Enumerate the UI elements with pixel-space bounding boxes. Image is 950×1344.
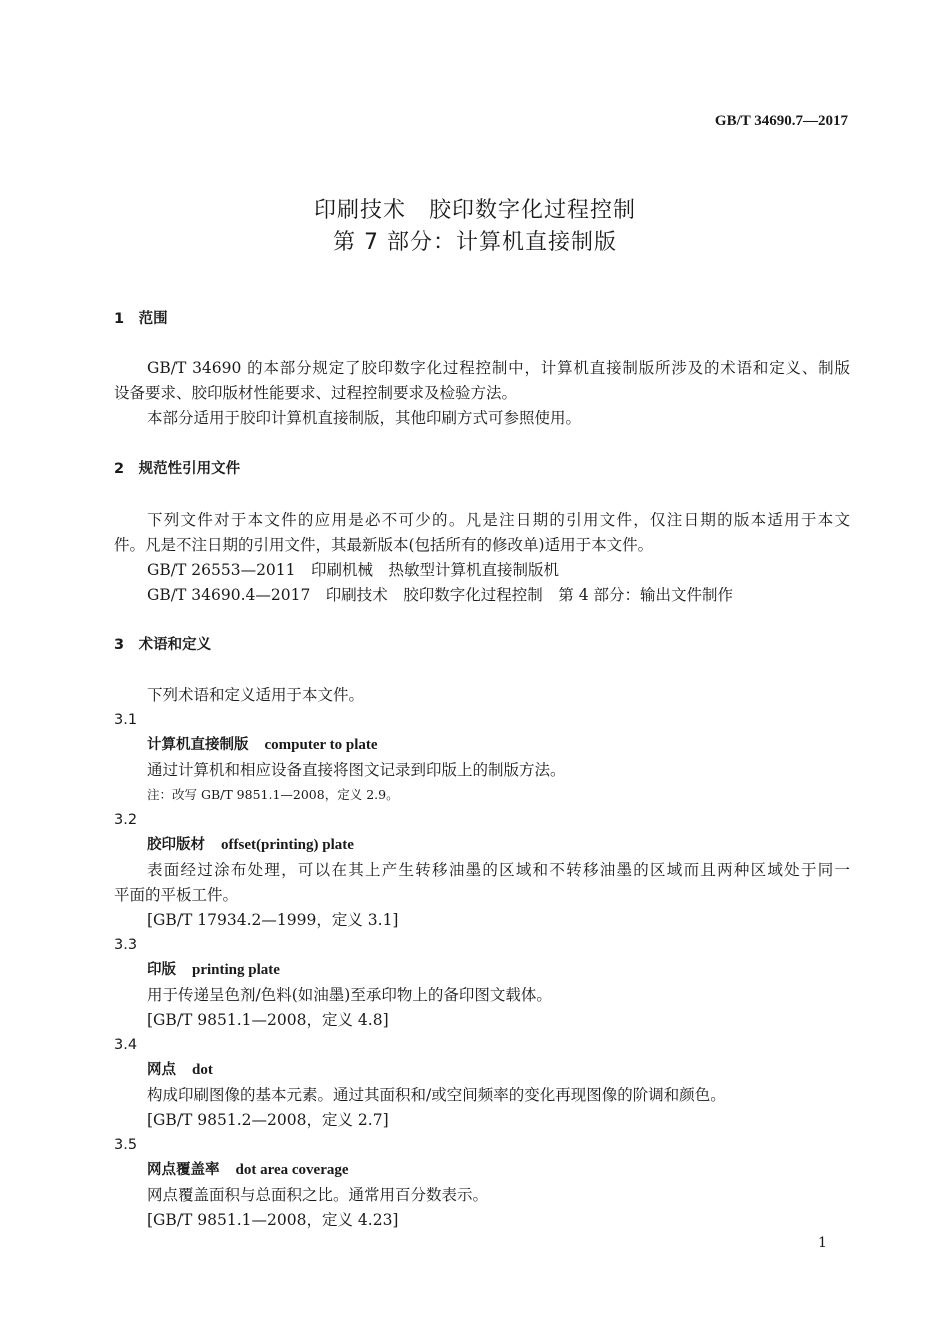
paragraph-line: 下列术语和定义适用于本文件。 [147,686,365,704]
paragraph-line: GB/T 34690 的本部分规定了胶印数字化过程控制中，计算机直接制版所涉及的术语和定义、制版 [147,359,850,377]
term-number: 3.4 [114,1037,138,1053]
term-en: offset(printing) plate [221,837,354,853]
paragraph-line: 设备要求、胶印版材性能要求、过程控制要求及检验方法。 [114,384,518,402]
term-source: [GB/T 9851.1—2008，定义 4.8] [147,1011,389,1029]
term-zh: 印版 [147,962,176,978]
term-title [147,1059,213,1081]
title-line-1: 印刷技术 胶印数字化过程控制 [313,198,636,223]
paragraph-line: 下列文件对于本文件的应用是必不可少的。凡是注日期的引用文件，仅注日期的版本适用于本文 [147,511,850,529]
term-source: [GB/T 9851.1—2008，定义 4.23] [147,1211,399,1229]
term-definition: 表面经过涂布处理，可以在其上产生转移油墨的区域和不转移油墨的区域而且两种区域处于同一 [147,861,850,879]
reference-item: GB/T 26553—2011 印刷机械 热敏型计算机直接制版机 [147,561,560,579]
term-definition: 通过计算机和相应设备直接将图文记录到印版上的制版方法。 [147,761,566,779]
term-en: dot [192,1062,213,1078]
term-definition: 平面的平板工件。 [114,886,239,904]
term-note: 注：改写 GB/T 9851.1—2008，定义 2.9。 [147,787,399,802]
term-en: computer to plate [264,737,378,753]
term-zh: 计算机直接制版 [147,737,249,753]
term-en: printing plate [192,962,280,978]
term-zh: 胶印版材 [147,837,205,853]
term-zh: 网点覆盖率 [147,1162,220,1178]
term-title [147,734,378,756]
paragraph-line: 本部分适用于胶印计算机直接制版，其他印刷方式可参照使用。 [147,409,582,427]
paragraph-line: 件。凡是不注日期的引用文件，其最新版本(包括所有的修改单)适用于本文件。 [114,536,654,554]
term-number: 3.3 [114,937,138,953]
term-definition: 构成印刷图像的基本元素。通过其面积和/或空间频率的变化再现图像的阶调和颜色。 [147,1086,726,1104]
term-zh: 网点 [147,1062,176,1078]
section-heading-scope: 1 范围 [114,311,168,327]
term-number: 3.2 [114,812,138,828]
term-title [147,834,354,856]
term-source: [GB/T 17934.2—1999，定义 3.1] [147,911,399,929]
term-title [147,1159,349,1181]
title-line-2: 第 7 部分：计算机直接制版 [333,230,617,255]
standard-number: GB/T 34690.7—2017 [714,113,848,129]
term-source: [GB/T 9851.2—2008，定义 2.7] [147,1111,389,1129]
term-number: 3.5 [114,1137,138,1153]
section-heading-normative-references: 2 规范性引用文件 [114,461,241,477]
term-number: 3.1 [114,712,138,728]
term-title [147,959,280,981]
section-heading-terms: 3 术语和定义 [114,637,212,653]
term-definition: 网点覆盖面积与总面积之比。通常用百分数表示。 [147,1186,489,1204]
page-number: 1 [818,1235,827,1251]
term-en: dot area coverage [235,1162,349,1178]
reference-item: GB/T 34690.4—2017 印刷技术 胶印数字化过程控制 第 4 部分：输出文件制作 [147,586,734,604]
term-definition: 用于传递呈色剂/色料(如油墨)至承印物上的备印图文载体。 [147,986,552,1004]
